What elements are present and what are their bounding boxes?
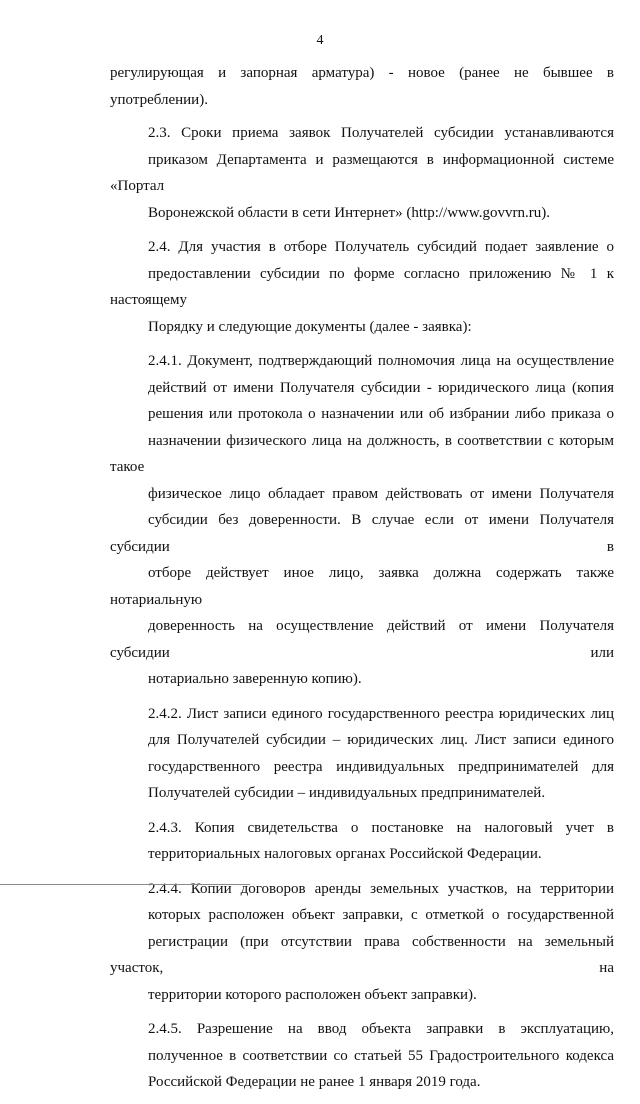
- text-line: 2.4.2. Лист записи единого государственного реестра юридических лиц: [148, 705, 614, 722]
- page-number: 4: [316, 33, 324, 48]
- text-line: назначении физического лица на должность, в соответствии с которым такое: [110, 432, 614, 475]
- text-line: Порядку и следующие документы (далее - заявка):: [148, 318, 472, 335]
- text-line: 2.4. Для участия в отборе Получатель субсидий подает заявление о: [148, 239, 614, 255]
- text-line: которых расположен объект заправки, с отметкой о государственной: [148, 907, 614, 923]
- paragraph-2-4-1: [110, 348, 614, 693]
- text-line: 2.4.3. Копия свидетельства о постановке на налоговый учет в: [148, 819, 614, 836]
- text-line: решения или протокола о назначении или об избрании либо приказа о: [148, 406, 614, 422]
- text-line: предоставлении субсидии по форме согласно приложению № 1 к настоящему: [110, 265, 614, 308]
- text-line: территории которого расположен объект заправки).: [148, 986, 477, 1003]
- text-line: нотариально заверенную копию).: [148, 671, 362, 687]
- text-line: регистрации (при отсутствии права собственности на земельный участок, на: [110, 933, 614, 976]
- text-line: полученное в соответствии со статьей 55 Градостроительного кодекса: [148, 1047, 614, 1064]
- text-line: 2.4.1. Документ, подтверждающий полномочия лица на осуществление: [148, 353, 614, 369]
- text-line: Российской Федерации не ранее 1 января 2019 года.: [148, 1074, 481, 1090]
- paragraph-2-4-4: [110, 876, 614, 1009]
- paragraph-continuation: [110, 60, 614, 113]
- text-line: территориальных налоговых органах Российской Федерации.: [148, 846, 542, 862]
- text-line: 2.3. Сроки приема заявок Получателей субсидии устанавливаются: [148, 125, 614, 141]
- text-line: Получателей субсидии – индивидуальных предпринимателей.: [148, 785, 546, 801]
- paragraph-2-4-3: [110, 815, 614, 868]
- footer-rule: [0, 884, 250, 885]
- text-line: приказом Департамента и размещаются в информационной системе «Портал: [110, 151, 614, 194]
- document-body: [110, 60, 614, 1104]
- text-line: для Получателей субсидии – юридических лиц. Лист записи единого: [148, 732, 614, 748]
- text-line: физическое лицо обладает правом действовать от имени Получателя: [148, 485, 614, 502]
- text-line: регулирующая и запорная арматура) - новое (ранее не бывшее в: [110, 65, 614, 81]
- text-line: употреблении).: [110, 91, 208, 108]
- text-line: субсидии без доверенности. В случае если от имени Получателя субсидии в: [110, 512, 614, 555]
- text-line: доверенность на осуществление действий от имени Получателя субсидии или: [110, 618, 614, 661]
- text-line: отборе действует иное лицо, заявка должна содержать также нотариальную: [110, 565, 614, 608]
- text-line: 2.4.5. Разрешение на ввод объекта заправки в эксплуатацию,: [148, 1021, 614, 1037]
- text-line: Воронежской области в сети Интернет» (http://www.govvrn.ru).: [148, 204, 550, 221]
- text-line: 2.4.4. Копии договоров аренды земельных участков, на территории: [148, 880, 614, 897]
- text-line: государственного реестра индивидуальных предпринимателей для: [148, 758, 614, 775]
- paragraph-2-4: [110, 234, 614, 340]
- paragraph-2-3: [110, 120, 614, 226]
- text-line: действий от имени Получателя субсидии - юридического лица (копия: [148, 379, 614, 396]
- paragraph-2-4-5: [110, 1016, 614, 1096]
- paragraph-2-4-2: [110, 701, 614, 807]
